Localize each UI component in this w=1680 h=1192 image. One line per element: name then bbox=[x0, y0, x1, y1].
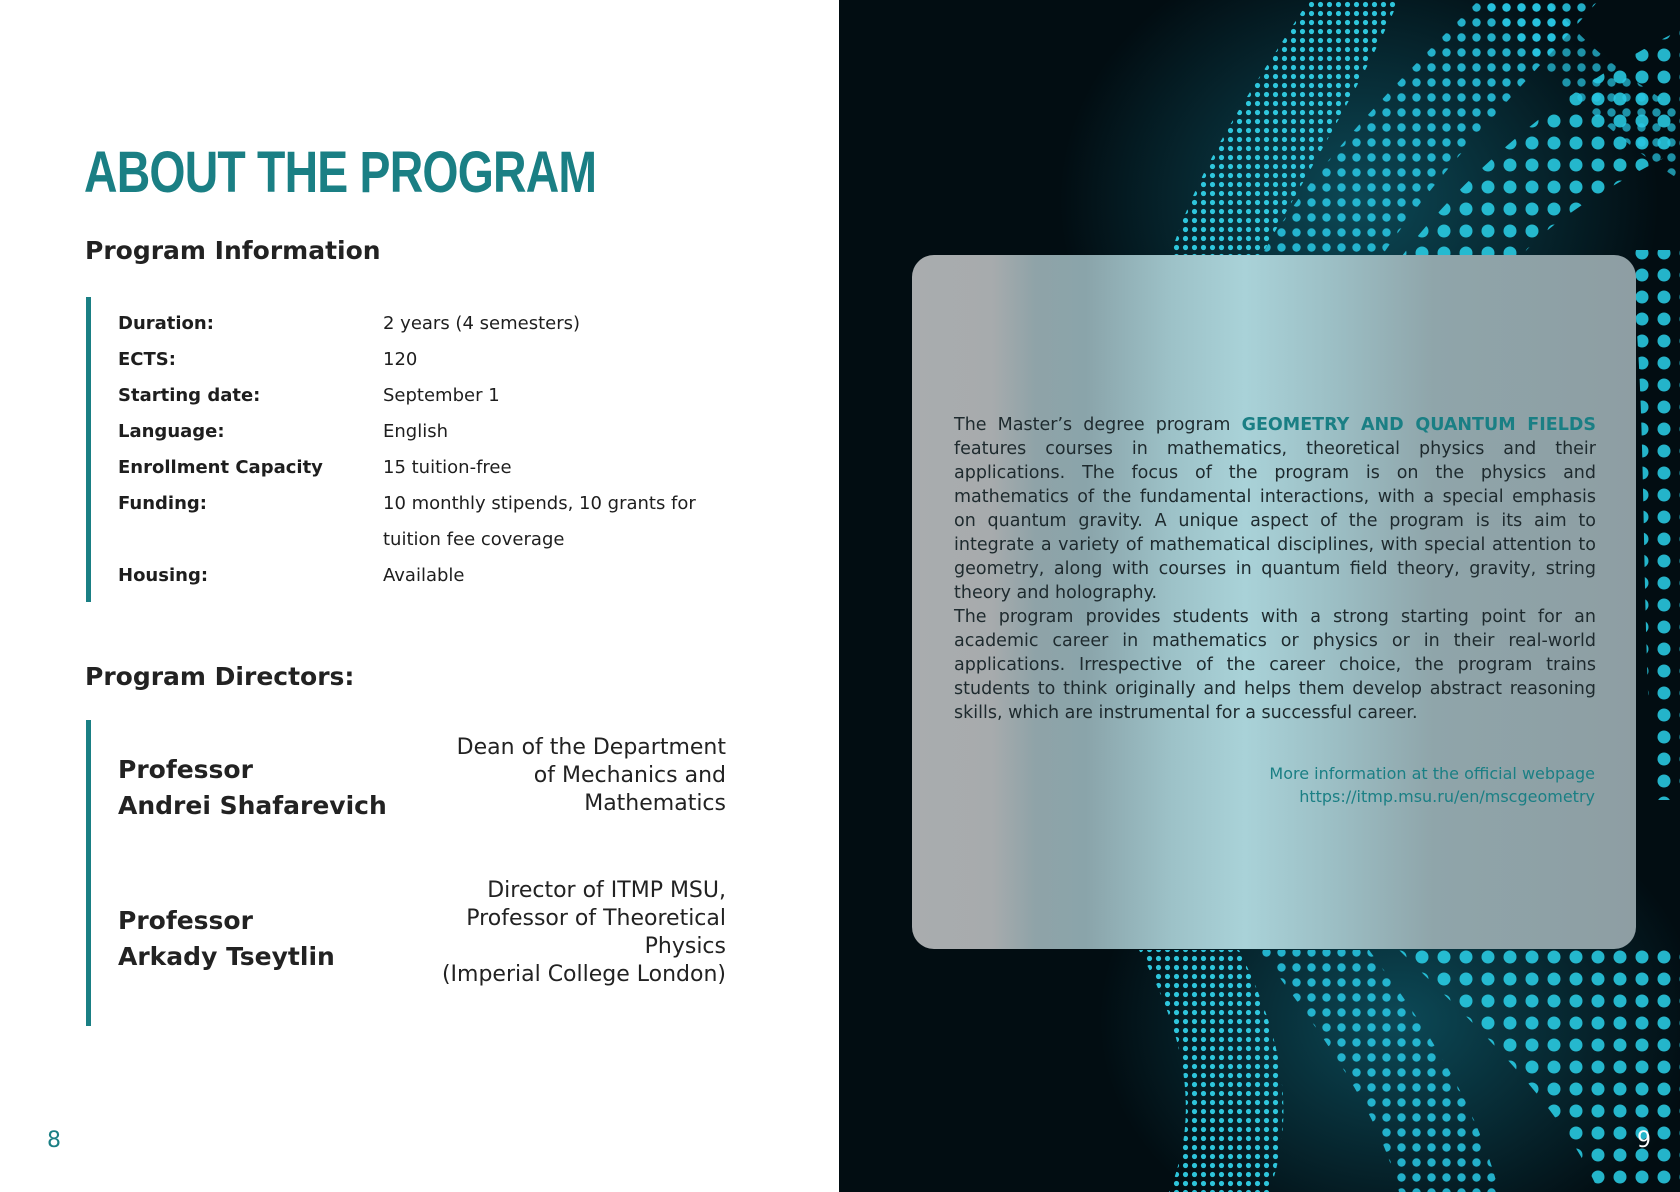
director-role bbox=[406, 734, 726, 818]
info-value: 120 bbox=[383, 349, 418, 370]
info-label: Duration: bbox=[118, 313, 214, 334]
director-full-name: Arkady Tseytlin bbox=[118, 942, 335, 971]
info-row-funding bbox=[118, 486, 758, 558]
right-page bbox=[839, 0, 1680, 1192]
program-directors-heading: Program Directors: bbox=[85, 662, 355, 691]
info-label: Housing: bbox=[118, 565, 209, 586]
program-description-card bbox=[912, 255, 1636, 949]
info-row-language bbox=[118, 414, 758, 450]
director-title: Professor bbox=[118, 906, 253, 935]
director-role-line: Mathematics bbox=[584, 791, 726, 816]
info-value: Available bbox=[383, 565, 465, 586]
director-name bbox=[118, 903, 335, 975]
info-label: Language: bbox=[118, 421, 225, 442]
director-name bbox=[118, 752, 387, 824]
info-label: ECTS: bbox=[118, 349, 176, 370]
info-row-housing bbox=[118, 558, 758, 594]
left-page bbox=[0, 0, 839, 1192]
info-label: Enrollment Capacity bbox=[118, 457, 323, 478]
more-info-text: More information at the official webpage bbox=[1269, 764, 1595, 783]
director-role-line: of Mechanics and bbox=[533, 763, 726, 788]
description-body: features courses in mathematics, theoretical physics and their applications. The focus of the program is on the physics and mathematics of the fundamental interactions, with a special emphasis on quantum gravity. A unique aspect of the program is its aim to integrate a variety of mathematical disciplines, with special attention to geometry, along with courses in quantum field theory, gravity, string theory and holography. bbox=[954, 439, 1596, 603]
directors-accent-bar bbox=[86, 720, 91, 1026]
director-role-line: Professor of Theoretical bbox=[466, 906, 726, 931]
info-label: Funding: bbox=[118, 493, 207, 514]
director-role-line: (Imperial College London) bbox=[441, 962, 726, 987]
program-url-link[interactable]: https://itmp.msu.ru/en/mscgeometry bbox=[1299, 787, 1595, 806]
info-value: English bbox=[383, 421, 448, 442]
program-info-table bbox=[118, 306, 758, 594]
program-info-heading: Program Information bbox=[85, 236, 381, 265]
info-value: 2 years (4 semesters) bbox=[383, 313, 580, 334]
description-intro: The Master’s degree program bbox=[954, 415, 1242, 435]
info-label: Starting date: bbox=[118, 385, 261, 406]
director-role-line: Director of ITMP MSU, bbox=[487, 878, 726, 903]
program-info-accent-bar bbox=[86, 297, 91, 602]
page-number-left: 8 bbox=[47, 1128, 61, 1153]
info-row-duration bbox=[118, 306, 758, 342]
info-value: 10 monthly stipends, 10 grants for tuition fee coverage bbox=[383, 493, 696, 550]
description-paragraph-2: The program provides students with a strong starting point for an academic career in mathematics or physics or in their real-world applications. Irrespective of the career choice, the program trains students to think originally and helps them develop abstract reasoning skills, which are instrumental for a successful career. bbox=[954, 607, 1596, 723]
info-value: September 1 bbox=[383, 385, 500, 406]
info-row-ects bbox=[118, 342, 758, 378]
more-info-block bbox=[1269, 762, 1595, 808]
description-paragraph-1 bbox=[954, 413, 1596, 605]
director-full-name: Andrei Shafarevich bbox=[118, 791, 387, 820]
page-title: ABOUT THE PROGRAM bbox=[84, 140, 597, 205]
program-name-highlight: GEOMETRY AND QUANTUM FIELDS bbox=[1241, 415, 1596, 435]
director-role-line: Dean of the Department bbox=[456, 735, 726, 760]
program-description-text bbox=[954, 413, 1596, 725]
info-row-enrollment bbox=[118, 450, 758, 486]
info-row-starting-date bbox=[118, 378, 758, 414]
director-role bbox=[406, 877, 726, 989]
page-number-right: 9 bbox=[1637, 1128, 1651, 1153]
info-value: 15 tuition-free bbox=[383, 457, 512, 478]
director-role-line: Physics bbox=[644, 934, 726, 959]
director-title: Professor bbox=[118, 755, 253, 784]
